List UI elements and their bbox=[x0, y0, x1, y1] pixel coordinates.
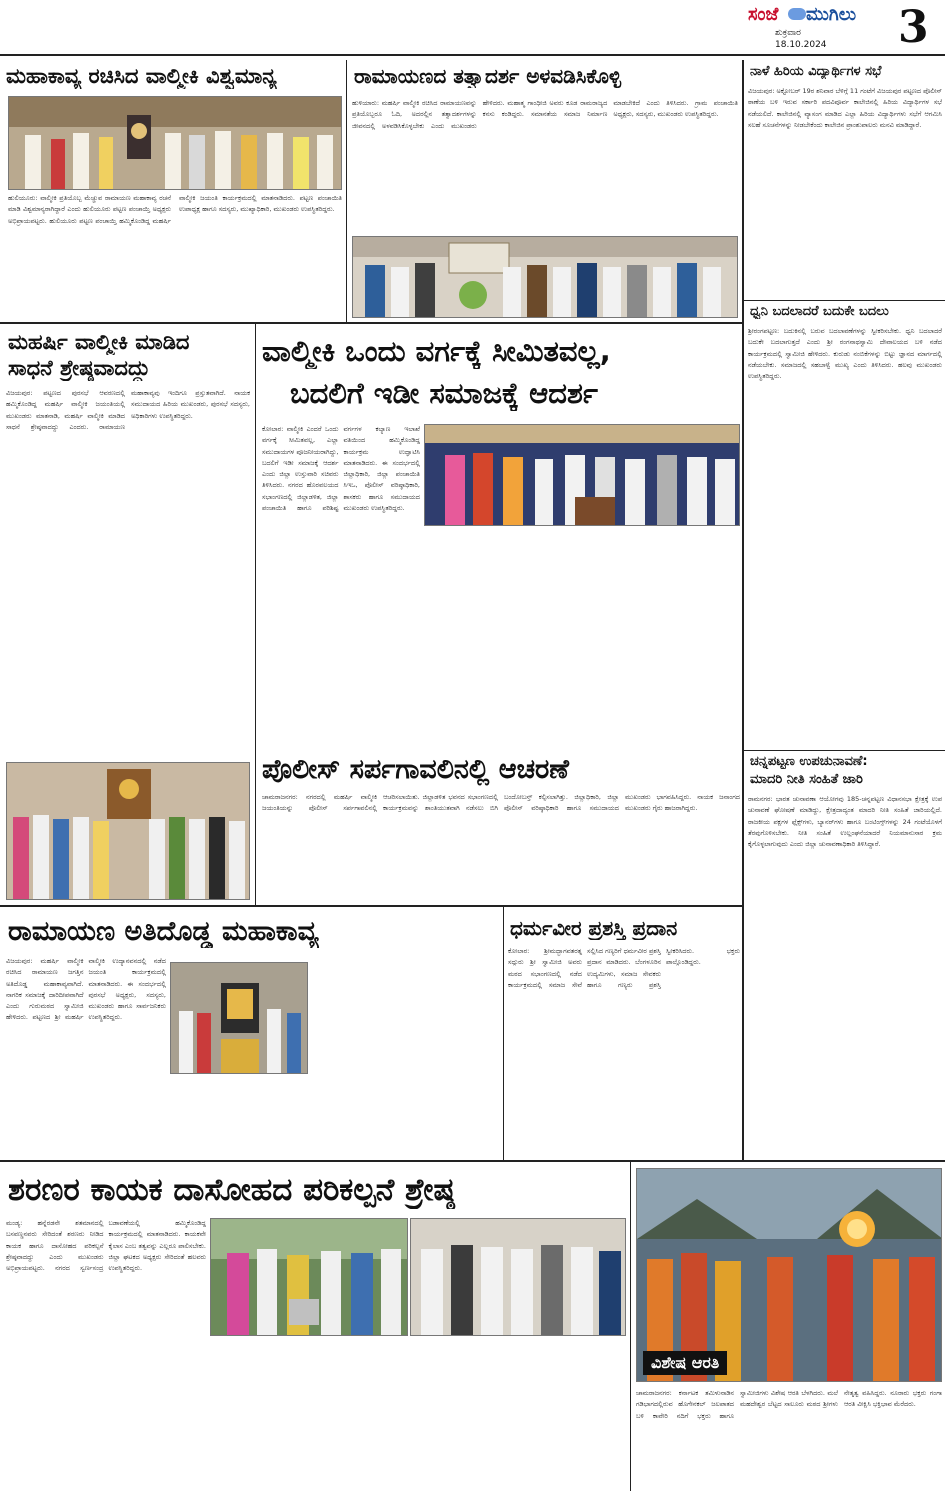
column-divider bbox=[255, 324, 256, 905]
logo-mugilu: ಮುಗಿಲು bbox=[806, 4, 857, 25]
event-photo bbox=[636, 1168, 942, 1382]
article-headline: ನಾಳೆ ಹಿರಿಯ ವಿದ್ಯಾರ್ಥಿಗಳ ಸಭೆ bbox=[750, 64, 882, 79]
article-headline: ಶರಣರ ಕಾಯಕ ದಾಸೋಹದ ಪರಿಕಲ್ಪನೆ ಶ್ರೇಷ್ಠ bbox=[8, 1172, 455, 1208]
logo-sanje: ಸಂಜೆ bbox=[748, 4, 779, 25]
section-divider bbox=[0, 1160, 945, 1162]
event-photo bbox=[410, 1218, 626, 1336]
article-headline: ಧರ್ಮವೀರ ಪ್ರಶಸ್ತಿ ಪ್ರದಾನ bbox=[510, 916, 678, 940]
article-body: ಕೋಲಾರ: ಶ್ರೀಮದ್ಭಾಗವತರತ್ನ ಸದ್ಗುರು ಶ್ರೀ ಸ್ವಾಮೀಜಿ ಅವರು ಮಠದ ಸಭಾಂಗಣದಲ್ಲಿ ನಡೆದ ಕಾರ್ಯಕ್ರಮದಲ್ಲಿ ಸಮಾಜ ಸೇವೆ ಸಲ್ಲಿಸಿದ ಗಣ್ಯರಿಗೆ ಧರ್ಮವೀರ ಪ್ರಶಸ್ತಿ ಪ್ರದಾನ ಮಾಡಿದರು. ಬೆಂಗಳೂರಿನ ಉದ್ಯಮಿಗಳು, ಸಮಾಜ ಸೇವಕರು ಹಾಗೂ ಗಣ್ಯರು ಪ್ರಶಸ್ತಿ ಸ್ವೀಕರಿಸಿದರು. ಭಕ್ತರು ಪಾಲ್ಗೊಂಡಿದ್ದರು. bbox=[508, 947, 740, 989]
section-divider bbox=[744, 300, 945, 301]
event-photo bbox=[210, 1218, 408, 1336]
photo-caption: ವಿಶೇಷ ಆರತಿ bbox=[643, 1351, 727, 1375]
section-divider bbox=[0, 322, 742, 324]
article-body: ರಾಮನಗರ: ಭಾರತ ಚುನಾವಣಾ ಆಯೋಗವು 185-ಚನ್ನಪಟ್ಟಣ ವಿಧಾನಸಭಾ ಕ್ಷೇತ್ರಕ್ಕೆ ಉಪ ಚುನಾವಣೆ ಘೋಷಣೆ ಮಾಡಿದ್ದು, ಕ್ಷೇತ್ರದಾದ್ಯಂತ ಮಾದರಿ ನೀತಿ ಸಂಹಿತೆ ಜಾರಿಯಲ್ಲಿದೆ. ರಾಜಕೀಯ ಪಕ್ಷಗಳ ಫ್ಲೆಕ್ಸ್‌ಗಳು, ಬ್ಯಾನರ್‌ಗಳು ಹಾಗೂ ಬಂಟಿಂಗ್ಸ್‌ಗಳನ್ನು 24 ಗಂಟೆಯೊಳಗೆ ತೆರವುಗೊಳಿಸಬೇಕು. ನೀತಿ ಸಂಹಿತೆ ಉಲ್ಲಂಘನೆಯಾದರೆ ನಿಯಮಾನುಸಾರ ಕ್ರಮ ಕೈಗೊಳ್ಳಲಾಗುವುದು ಎಂದು ಜಿಲ್ಲಾ ಚುನಾವಣಾಧಿಕಾರಿ ತಿಳಿಸಿದ್ದಾರೆ. bbox=[748, 795, 942, 849]
masthead bbox=[0, 0, 945, 56]
article-headline: ರಾಮಾಯಣ ಅತಿದೊಡ್ಡ ಮಹಾಕಾವ್ಯ bbox=[8, 916, 319, 947]
event-photo bbox=[8, 96, 342, 190]
article-headline-line2: ಮಾದರಿ ನೀತಿ ಸಂಹಿತೆ ಜಾರಿ bbox=[750, 772, 863, 787]
event-photo bbox=[170, 962, 308, 1074]
article-body: ಕೋಲಾರ: ವಾಲ್ಮೀಕಿ ಎಂದರೆ ಒಂದು ವರ್ಗಕ್ಕೆ ಸೀಮಿತವಲ್ಲ, ಎಲ್ಲಾ ಸಮುದಾಯಗಳ ಪೂಜನೀಯರಾಗಿದ್ದು, ಬದಲಿಗೆ ಇಡೀ ಸಮಾಜಕ್ಕೆ ಆದರ್ಶ ಎಂದು ಜಿಲ್ಲಾ ಉಸ್ತುವಾರಿ ಸಚಿವರು ತಿಳಿಸಿದರು. ನಗರದ ಹೊರವಲಯದ ಸಭಾಂಗಣದಲ್ಲಿ ಜಿಲ್ಲಾಡಳಿತ, ಜಿಲ್ಲಾ ಪಂಚಾಯಿತಿ ಹಾಗೂ ಪರಿಶಿಷ್ಟ ವರ್ಗಗಳ ಕಲ್ಯಾಣ ಇಲಾಖೆ ವತಿಯಿಂದ ಹಮ್ಮಿಕೊಂಡಿದ್ದ ಕಾರ್ಯಕ್ರಮ ಉದ್ಘಾಟಿಸಿ ಮಾತನಾಡಿದರು. ಈ ಸಂದರ್ಭದಲ್ಲಿ ಜಿಲ್ಲಾಧಿಕಾರಿ, ಜಿಲ್ಲಾ ಪಂಚಾಯಿತಿ ಸಿಇಒ, ಪೊಲೀಸ್ ವರಿಷ್ಠಾಧಿಕಾರಿ, ಶಾಸಕರು ಹಾಗೂ ಸಮುದಾಯದ ಮುಖಂಡರು ಉಪಸ್ಥಿತರಿದ್ದರು. bbox=[262, 425, 420, 513]
article-headline: ರಾಮಾಯಣದ ತತ್ವಾದರ್ಶ ಅಳವಡಿಸಿಕೊಳ್ಳಿ bbox=[354, 64, 622, 88]
article-body: ಹುಲಿಯೂರು: ವಾಲ್ಮೀಕಿ ಪ್ರತಿಯೊಬ್ಬ ಮೆಚ್ಚುವ ರಾಮಾಯಣ ಮಹಾಕಾವ್ಯ ರಚನೆ ಮಾಡಿ ವಿಶ್ವಮಾನ್ಯರಾಗಿದ್ದಾರೆ ಎಂದು ಹುಲಿಯೂರು ಪಟ್ಟಣ ಪಂಚಾಯ್ತಿ ಅಧ್ಯಕ್ಷರು ಅಭಿಪ್ರಾಯಪಟ್ಟರು. ಹುಲಿಯೂರು ಪಟ್ಟಣ ಪಂಚಾಯ್ತಿ ಹಮ್ಮಿಕೊಂಡಿದ್ದ ಮಹರ್ಷಿ ವಾಲ್ಮೀಕಿ ಜಯಂತಿ ಕಾರ್ಯಕ್ರಮದಲ್ಲಿ ಮಾತನಾಡಿದರು. ಪಟ್ಟಣ ಪಂಚಾಯಿತಿ ಉಪಾಧ್ಯಕ್ಷ ಹಾಗೂ ಸದಸ್ಯರು, ಮುಖ್ಯಾಧಿಕಾರಿ, ಮುಖಂಡರು ಉಪಸ್ಥಿತರಿದ್ದರು. bbox=[8, 194, 342, 225]
column-divider bbox=[503, 907, 504, 1160]
article-headline: ಚನ್ನಪಟ್ಟಣ ಉಪಚುನಾವಣೆ: bbox=[750, 754, 868, 769]
section-divider bbox=[0, 905, 742, 907]
page-number: 3 bbox=[898, 2, 929, 53]
event-photo bbox=[6, 762, 250, 900]
column-divider bbox=[742, 60, 744, 1160]
newspaper-logo bbox=[748, 4, 898, 30]
article-headline: ಧ್ವನಿ ಬದಲಾದರೆ ಬದುಕೇ ಬದಲು bbox=[750, 304, 889, 319]
article-body-continued bbox=[210, 1340, 626, 1486]
event-photo bbox=[352, 236, 738, 318]
section-divider bbox=[744, 750, 945, 751]
issue-day: ಶುಕ್ರವಾರ bbox=[775, 28, 801, 38]
article-body: ಹುಳಿಯಾರು: ಮಹರ್ಷಿ ವಾಲ್ಮೀಕಿ ರಚಿಸಿದ ರಾಮಾಯಣವನ್ನು ಪ್ರತಿಯೊಬ್ಬರೂ ಓದಿ, ಅದರಲ್ಲಿನ ತತ್ವಾದರ್ಶಗಳನ್ನು ಜೀವನದಲ್ಲಿ ಅಳವಡಿಸಿಕೊಳ್ಳಬೇಕು ಎಂದು ಮುಖಂಡರು ಹೇಳಿದರು. ಮಹಾತ್ಮ ಗಾಂಧೀಜಿ ಅವರು ಕೂಡ ರಾಮರಾಜ್ಯದ ಕನಸು ಕಂಡಿದ್ದರು. ಸಮಾನತೆಯ ಸಮಾಜ ನಿರ್ಮಾಣ ಮಾಡಬೇಕಿದೆ ಎಂದು ತಿಳಿಸಿದರು. ಗ್ರಾಮ ಪಂಚಾಯಿತಿ ಅಧ್ಯಕ್ಷರು, ಸದಸ್ಯರು, ಮುಖಂಡರು ಉಪಸ್ಥಿತರಿದ್ದರು. bbox=[352, 99, 738, 130]
article-body: ಚಾಮರಾಜನಗರ: ನಗರದಲ್ಲಿ ಮಹರ್ಷಿ ವಾಲ್ಮೀಕಿ ಜಯಂತಿಯನ್ನು ಪೊಲೀಸ್ ಸರ್ಪಗಾವಲಿನಲ್ಲಿ ಆಚರಿಸಲಾಯಿತು. ಜಿಲ್ಲಾಡಳಿತ ಭವನದ ಸಭಾಂಗಣದಲ್ಲಿ ಕಾರ್ಯಕ್ರಮವನ್ನು ಶಾಂತಿಯುತವಾಗಿ ನಡೆಸಲು ಬಿಗಿ ಬಂದೋಬಸ್ತ್ ಕಲ್ಪಿಸಲಾಗಿತ್ತು. ಜಿಲ್ಲಾಧಿಕಾರಿ, ಜಿಲ್ಲಾ ಪೊಲೀಸ್ ವರಿಷ್ಠಾಧಿಕಾರಿ ಹಾಗೂ ಸಮುದಾಯದ ಮುಖಂಡರು ಭಾಗವಹಿಸಿದ್ದರು. ನಾಯಕ ಜನಾಂಗದ ಮುಖಂಡರು ಗೈರು ಹಾಜರಾಗಿದ್ದರು. bbox=[262, 793, 740, 813]
article-body-continued bbox=[312, 956, 500, 1154]
article-body: ಮಂಡ್ಯ: ಹನ್ನೆರಡನೇ ಶತಮಾನದಲ್ಲಿ ಬಸವಣ್ಣನವರು ಸೇರಿದಂತೆ ಶರಣರು ನೀಡಿದ ಕಾಯಕ ಹಾಗೂ ದಾಸೋಹದ ಪರಿಕಲ್ಪನೆ ಶ್ರೇಷ್ಠವಾದದ್ದು ಎಂದು ಮುಖಂಡರು ಅಭಿಪ್ರಾಯಪಟ್ಟರು. ನಗರದ ಸ್ವರ್ಣಸಂದ್ರ ಬಡಾವಣೆಯಲ್ಲಿ ಹಮ್ಮಿಕೊಂಡಿದ್ದ ಕಾರ್ಯಕ್ರಮದಲ್ಲಿ ಮಾತನಾಡಿದರು. ಕಾಯಕವೇ ಕೈಲಾಸ ಎಂಬ ತತ್ವವನ್ನು ಎಲ್ಲರೂ ಪಾಲಿಸಬೇಕು. ಜಿಲ್ಲಾ ಘಟಕದ ಅಧ್ಯಕ್ಷರು ಸೇರಿದಂತೆ ಹಲವರು ಉಪಸ್ಥಿತರಿದ್ದರು. bbox=[6, 1219, 206, 1273]
article-headline: ಮಹಾಕಾವ್ಯ ರಚಿಸಿದ ವಾಲ್ಮೀಕಿ ವಿಶ್ವಮಾನ್ಯ bbox=[6, 64, 277, 88]
event-photo bbox=[424, 424, 740, 526]
column-divider bbox=[346, 60, 347, 322]
article-body-continued bbox=[170, 1078, 308, 1154]
article-body: ವಿಜಯಪುರ: ಮಹರ್ಷಿ ವಾಲ್ಮೀಕಿ ರಚಿಸಿದ ರಾಮಾಯಣ ಜಗತ್ತಿನ ಅತಿದೊಡ್ಡ ಮಹಾಕಾವ್ಯವಾಗಿದೆ. ನಾಗರಿಕ ಸಮಾಜಕ್ಕೆ ದಾರಿದೀಪವಾಗಿದೆ ಎಂದು ಗುರುಮಠದ ಸ್ವಾಮೀಜಿ ಹೇಳಿದರು. ಪಟ್ಟಣದ ಶ್ರೀ ಮಹರ್ಷಿ ವಾಲ್ಮೀಕಿ ಉದ್ಯಾನವನದಲ್ಲಿ ನಡೆದ ಜಯಂತಿ ಕಾರ್ಯಕ್ರಮದಲ್ಲಿ ಮಾತನಾಡಿದರು. ಈ ಸಂದರ್ಭದಲ್ಲಿ ಪುರಸಭೆ ಅಧ್ಯಕ್ಷರು, ಸದಸ್ಯರು, ಮುಖಂಡರು ಹಾಗೂ ಸಾರ್ವಜನಿಕರು ಉಪಸ್ಥಿತರಿದ್ದರು. bbox=[6, 957, 166, 1022]
cloud-icon bbox=[788, 8, 806, 20]
article-body: ಶ್ರೀರಂಗಪಟ್ಟಣ: ಬದುಕಿನಲ್ಲಿ ಬರುವ ಬದಲಾವಣೆಗಳನ್ನು ಸ್ವೀಕರಿಸಬೇಕು. ಧ್ವನಿ ಬದಲಾದರೆ ಬದುಕೇ ಬದಲಾಗುತ್ತದೆ ಎಂದು ಶ್ರೀ ರಂಗನಾಥಸ್ವಾಮಿ ದೇವಾಲಯದ ಬಳಿ ನಡೆದ ಕಾರ್ಯಕ್ರಮದಲ್ಲಿ ಸ್ವಾಮೀಜಿ ಹೇಳಿದರು. ಕುರುಡು ನಂಬಿಕೆಗಳನ್ನು ಬಿಟ್ಟು ಜ್ಞಾನದ ಮಾರ್ಗದಲ್ಲಿ ನಡೆಯಬೇಕು. ಸಮಾಜದಲ್ಲಿ ಸಹಬಾಳ್ವೆ ಮುಖ್ಯ ಎಂದು ತಿಳಿಸಿದರು. ಹಲವು ಮುಖಂಡರು ಉಪಸ್ಥಿತರಿದ್ದರು. bbox=[748, 327, 942, 381]
article-body-continued bbox=[424, 530, 740, 750]
column-divider bbox=[630, 1162, 631, 1491]
article-headline: ವಾಲ್ಮೀಕಿ ಒಂದು ವರ್ಗಕ್ಕೆ ಸೀಮಿತವಲ್ಲ, bbox=[262, 334, 611, 368]
article-body: ಚಾಮರಾಜನಗರ: ಕರ್ನಾಟಕ ತಮಿಳುನಾಡಿನ ಗಡಿಭಾಗದಲ್ಲಿರುವ ಹೊಗೇನಕಲ್ ಜಲಪಾತದ ಬಳಿ ಕಾವೇರಿ ನದಿಗೆ ಭಕ್ತರು ಹಾಗೂ ಸ್ವಾಮೀಜಿಗಳು ವಿಶೇಷ ಆರತಿ ಬೆಳಗಿದರು. ಮಲೆ ಮಹದೇಶ್ವರ ಬೆಟ್ಟದ ಸಾಲೂರು ಮಠದ ಶ್ರೀಗಳು ನೇತೃತ್ವ ವಹಿಸಿದ್ದರು. ನೂರಾರು ಭಕ್ತರು ಗಂಗಾ ಆರತಿ ವೀಕ್ಷಿಸಿ ಭಕ್ತಿಭಾವ ಮೆರೆದರು. bbox=[636, 1389, 942, 1420]
article-headline-line2: ಬದಲಿಗೆ ಇಡೀ ಸಮಾಜಕ್ಕೆ ಆದರ್ಶ bbox=[290, 376, 598, 410]
issue-date: 18.10.2024 bbox=[775, 40, 827, 50]
article-body: ವಿಜಯಪುರ: ಅಕ್ಟೋಬರ್ 19ರ ಶನಿವಾರ ಬೆಳಿಗ್ಗೆ 11 ಗಂಟೆಗೆ ವಿಜಯಪುರ ಪಟ್ಟಣದ ಪೊಲೀಸ್ ಠಾಣೆಯ ಬಳಿ ಇರುವ ಸರ್ಕಾರಿ ಪದವಿಪೂರ್ವ ಕಾಲೇಜಿನಲ್ಲಿ ಹಿರಿಯ ವಿದ್ಯಾರ್ಥಿಗಳ ಸಭೆ ನಡೆಯಲಿದೆ. ಕಾಲೇಜಿನಲ್ಲಿ ವ್ಯಾಸಂಗ ಮಾಡಿದ ಎಲ್ಲಾ ಹಿರಿಯ ವಿದ್ಯಾರ್ಥಿಗಳು ಸಭೆಗೆ ಆಗಮಿಸಿ ಸಲಹೆ ಸೂಚನೆಗಳನ್ನು ನೀಡಬೇಕೆಂದು ಕಾಲೇಜಿನ ಪ್ರಾಂಶುಪಾಲರು ಮನವಿ ಮಾಡಿದ್ದಾರೆ. bbox=[748, 87, 942, 129]
article-headline: ಪೊಲೀಸ್ ಸರ್ಪಗಾವಲಿನಲ್ಲಿ ಆಚರಣೆ bbox=[262, 754, 569, 785]
article-body: ವಿಜಯಪುರ: ಪಟ್ಟಣದ ಪುರಸಭೆ ಆವರಣದಲ್ಲಿ ಹಮ್ಮಿಕೊಂಡಿದ್ದ ಮಹರ್ಷಿ ವಾಲ್ಮೀಕಿ ಜಯಂತಿಯಲ್ಲಿ ಮುಖಂಡರು ಮಾತನಾಡಿ, ಮಹರ್ಷಿ ವಾಲ್ಮೀಕಿ ಮಾಡಿದ ಸಾಧನೆ ಶ್ರೇಷ್ಠವಾದದ್ದು ಎಂದರು. ರಾಮಾಯಣ ಮಹಾಕಾವ್ಯವು ಇಂದಿಗೂ ಪ್ರಸ್ತುತವಾಗಿದೆ. ನಾಯಕ ಸಮುದಾಯದ ಹಿರಿಯ ಮುಖಂಡರು, ಪುರಸಭೆ ಸದಸ್ಯರು, ಅಧಿಕಾರಿಗಳು ಉಪಸ್ಥಿತರಿದ್ದರು. bbox=[6, 389, 250, 431]
article-headline-line2: ಸಾಧನೆ ಶ್ರೇಷ್ಠವಾದದ್ದು bbox=[8, 356, 151, 380]
article-headline: ಮಹರ್ಷಿ ವಾಲ್ಮೀಕಿ ಮಾಡಿದ bbox=[8, 330, 190, 354]
